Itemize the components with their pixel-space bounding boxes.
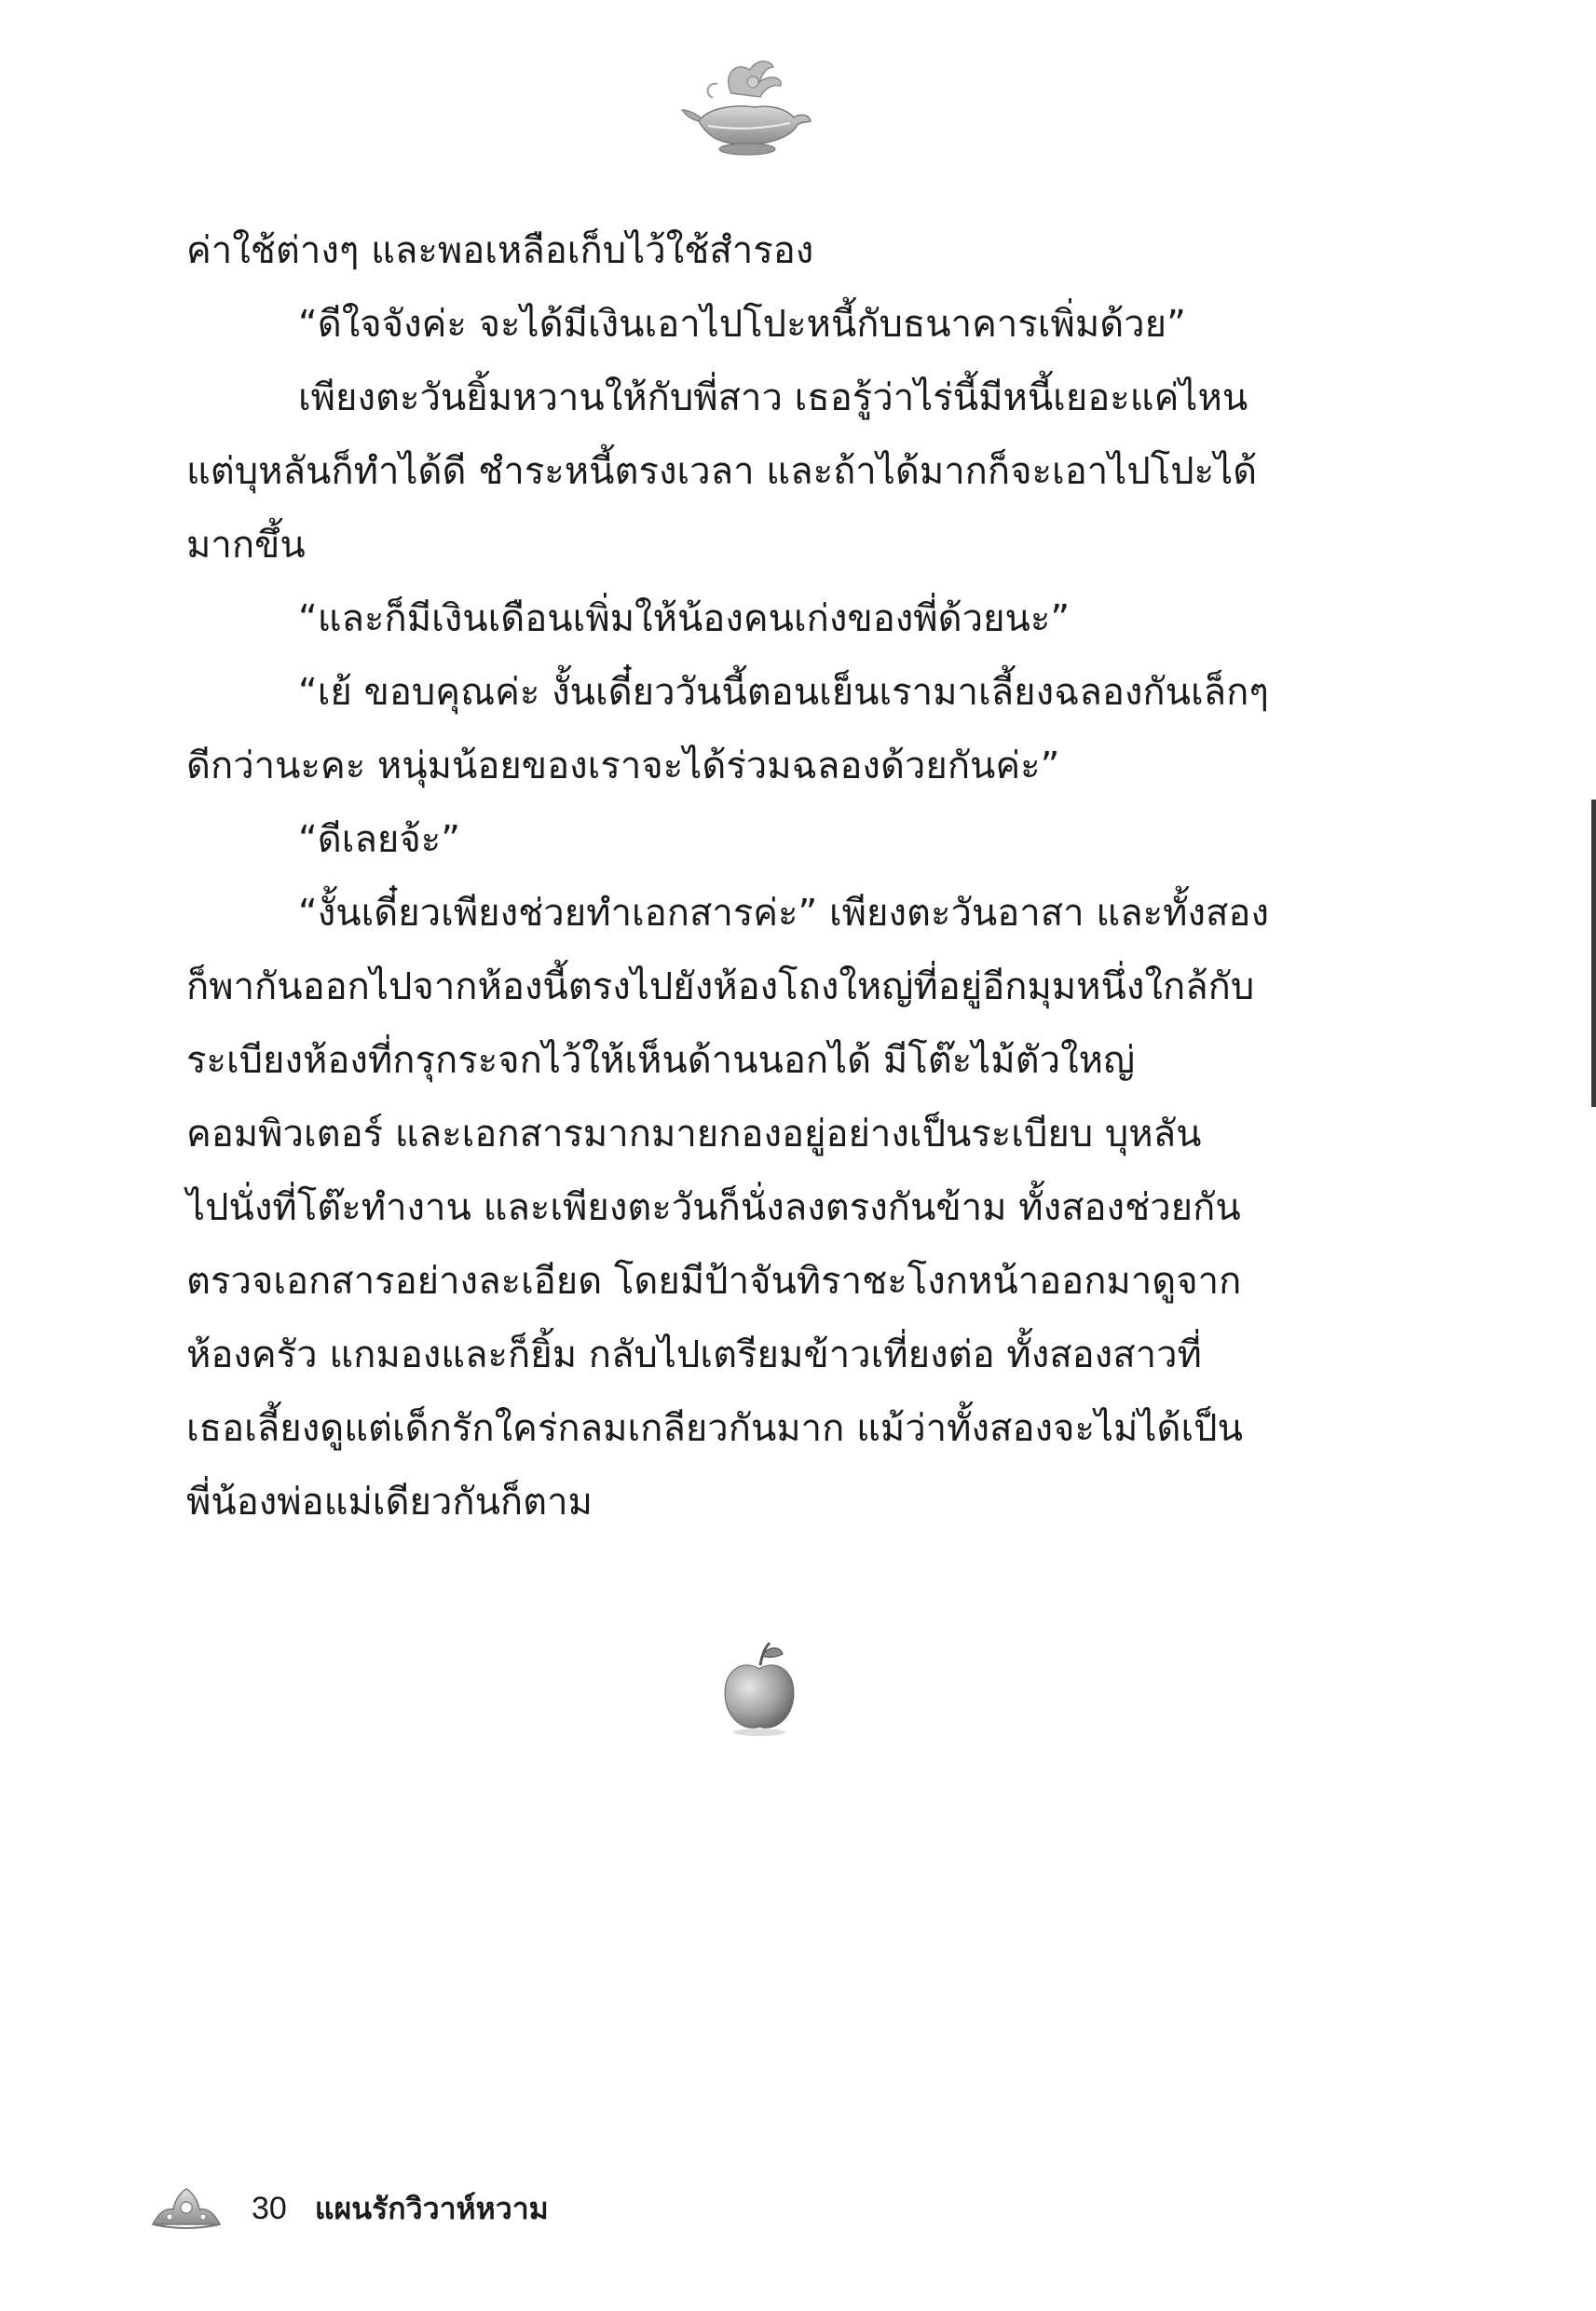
cupid-lamp-ornament-icon — [680, 56, 820, 158]
text-line: ก็พากันออกไปจากห้องนี้ตรงไปยังห้องโถงใหญ่ที่อยู่อีกมุมหนึ่งใกล้กับ — [186, 965, 1255, 1008]
book-title: แผนรักวิวาห์หวาม — [314, 2190, 549, 2226]
text-line: เธอเลี้ยงดูแต่เด็กรักใคร่กลมเกลียวกันมาก แม้ว่าทั้งสองจะไม่ได้เป็น — [186, 1407, 1243, 1450]
body-text — [186, 214, 1323, 1539]
text-line: “ดีใจจังค่ะ จะได้มีเงินเอาไปโปะหนี้กับธนาคารเพิ่มด้วย” — [298, 303, 1186, 346]
text-line: ไปนั่งที่โต๊ะทำงาน และเพียงตะวันก็นั่งลงตรงกันข้าม ทั้งสองช่วยกัน — [186, 1186, 1241, 1229]
apple-icon — [717, 1635, 801, 1738]
text-line: “เย้ ขอบคุณค่ะ งั้นเดี๋ยววันนี้ตอนเย็นเรามาเลี้ยงฉลองกันเล็กๆ — [298, 671, 1269, 714]
text-line: “ดีเลยจ้ะ” — [298, 818, 460, 861]
text-line: ดีกว่านะคะ หนุ่มน้อยของเราจะได้ร่วมฉลองด้วยกันค่ะ” — [186, 745, 1060, 787]
text-line: ค่าใช้ต่างๆ และพอเหลือเก็บไว้ใช้สำรอง — [186, 229, 814, 272]
text-line: ระเบียงห้องที่กรุกระจกไว้ให้เห็นด้านนอกได้ มีโต๊ะไม้ตัวใหญ่ — [186, 1039, 1136, 1082]
text-line: มากขึ้น — [186, 524, 306, 567]
page-edge-tab — [1591, 800, 1596, 1107]
tiara-icon — [149, 2185, 224, 2232]
text-line: ตรวจเอกสารอย่างละเอียด โดยมีป้าจันทิราชะโงกหน้าออกมาดูจาก — [186, 1260, 1242, 1303]
text-line: “และก็มีเงินเดือนเพิ่มให้น้องคนเก่งของพี่ด้วยนะ” — [298, 597, 1071, 640]
page-footer — [149, 2181, 549, 2236]
text-line: “งั้นเดี๋ยวเพียงช่วยทำเอกสารค่ะ” เพียงตะวันอาสา และทั้งสอง — [298, 892, 1269, 935]
text-line: แต่บุหลันก็ทำได้ดี ชำระหนี้ตรงเวลา และถ้าได้มากก็จะเอาไปโปะได้ — [186, 450, 1258, 493]
text-line: พี่น้องพ่อแม่เดียวกันก็ตาม — [186, 1481, 593, 1524]
text-line: คอมพิวเตอร์ และเอกสารมากมายกองอยู่อย่างเป็นระเบียบ บุหลัน — [186, 1113, 1202, 1156]
page-number: 30 — [252, 2190, 287, 2226]
text-line: ห้องครัว แกมองและก็ยิ้ม กลับไปเตรียมข้าวเที่ยงต่อ ทั้งสองสาวที่ — [186, 1333, 1202, 1376]
text-line: เพียงตะวันยิ้มหวานให้กับพี่สาว เธอรู้ว่าไร่นี้มีหนี้เยอะแค่ไหน — [298, 376, 1248, 419]
